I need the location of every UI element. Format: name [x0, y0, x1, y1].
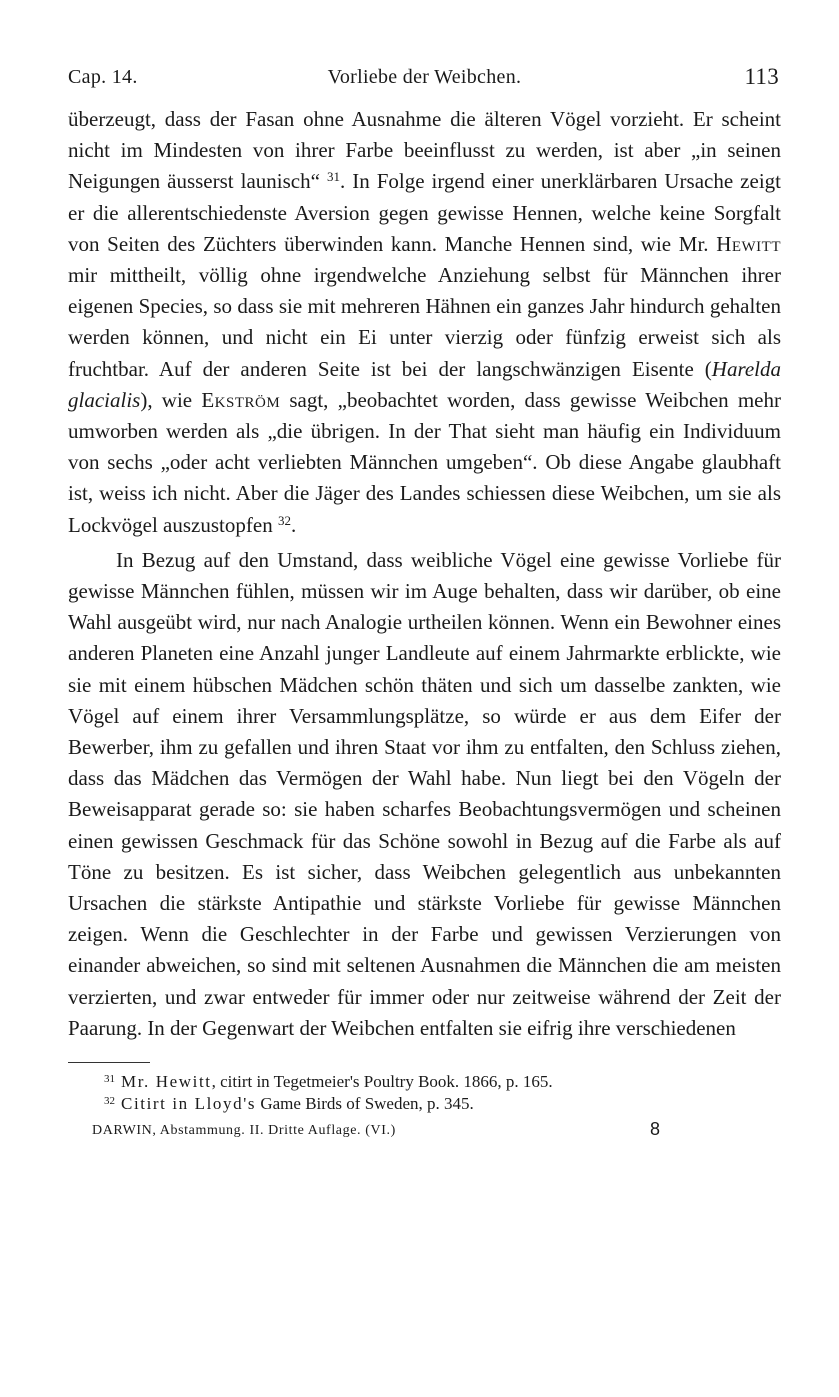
- footnote-ref: 32: [277, 512, 291, 528]
- footnote-text: Game Birds of Sweden, p. 345.: [256, 1094, 474, 1114]
- footnote-number: 32: [104, 1095, 115, 1108]
- small-caps-name: Hewitt: [716, 231, 781, 256]
- footnote-text: , citirt in Tegetmeier's Poultry Book. 1866, p. 165.: [211, 1072, 553, 1092]
- footnotes: [68, 1071, 781, 1115]
- text-run: . In Folge irgend einer unerklärbaren Ursache zeigt er die allerentschiedenste Aversion gegen gewisse Hennen, welche keine Sorgfalt von Seiten des Züchters überwinden kann. Manche Hennen sind, wie Mr.: [68, 169, 781, 256]
- footnote: [104, 1093, 781, 1115]
- paragraph: [68, 104, 781, 541]
- signature-text: DARWIN, Abstammung. II. Dritte Auflage. (VI.): [92, 1123, 396, 1139]
- chapter-label: Cap. 14.: [68, 66, 138, 88]
- printer-signature: [68, 1119, 781, 1143]
- text-run: ), wie: [140, 387, 202, 412]
- page-header: [68, 60, 781, 94]
- paragraph: [68, 545, 781, 1044]
- footnote-divider: [68, 1062, 150, 1063]
- italic-text: Harelda glacialis: [68, 356, 781, 412]
- footnote-author: Mr. Hewitt: [121, 1072, 212, 1092]
- text-run: sagt, „beobachtet worden, dass gewisse Weibchen mehr umworben werden als „die übrigen. In der That sieht man häufig ein Individuum von sechs „oder acht verliebten Männchen umgeben“. Ob diese Angabe glaubhaft ist, weiss ich nicht. Aber die Jäger des Landes schiessen diese Weibchen, um sie als Lockvögel auszustopfen: [68, 387, 781, 537]
- text-run: mir mittheilt, völlig ohne irgendwelche Anziehung selbst für Männchen ihrer eigenen Species, so dass sie mit mehreren Hähnen ein ganzes Jahr hindurch gehalten werden können, und nicht ein Ei unter vierzig oder fünfzig erweist sich als fruchtbar. Auf der anderen Seite ist bei der langschwänzigen Eisente (: [68, 263, 781, 381]
- footnote: [104, 1071, 781, 1093]
- body-text: [68, 104, 781, 1044]
- footnote-ref: 31: [326, 169, 340, 185]
- page-number: 113: [744, 64, 779, 89]
- text-run: In Bezug auf den Umstand, dass weibliche Vögel eine gewisse Vorliebe für gewisse Männchen fühlen, müssen wir im Auge behalten, dass wir darüber, ob eine Wahl ausgeübt wird, nur nach Analogie urtheilen können. Wenn ein Bewohner eines anderen Planeten eine Anzahl junger Landleute auf einem Jahrmarkte erblickte, wie sie mit einem hübschen Mädchen schön thäten und sich um dasselbe zankten, wie Vögel auf einem ihrer Versammlungsplätze, so würde er aus dem Eifer der Bewerber, ihm zu gefallen und ihren Staat vor ihm zu entfalten, den Schluss ziehen, dass das Mädchen das Vermögen der Wahl habe. Nun liegt bei den Vögeln der Beweisapparat gerade so: sie haben scharfes Beobachtungsvermögen und scheinen einen gewissen Geschmack für das Schöne sowohl in Bezug auf die Farbe als auf Töne zu besitzen. Es ist sicher, dass Weibchen gelegentlich aus unbekannten Ursachen die stärkste Antipathie und stärkste Vorliebe für gewisse Männchen zeigen. Wenn die Geschlechter in der Farbe und gewissen Verzierungen von einander abweichen, so sind mit seltenen Ausnahmen die Männchen die am meisten verzierten, und zwar entweder für immer oder nur zeitweise während der Zeit der Paarung. In der Gegenwart der Weibchen entfalten sie eifrig ihre verschiedenen: [68, 547, 781, 1040]
- text-run: .: [290, 512, 297, 537]
- text-run: überzeugt, dass der Fasan ohne Ausnahme die älteren Vögel vorzieht. Er scheint nicht im Mindesten von ihrer Farbe beeinflusst zu werden, ist aber „in seinen Neigungen äusserst launisch“: [68, 107, 781, 194]
- footnote-number: 31: [104, 1073, 115, 1086]
- running-title: Vorliebe der Weibchen.: [327, 66, 522, 88]
- small-caps-name: Ekström: [201, 387, 281, 412]
- sheet-number: 8: [650, 1119, 661, 1140]
- book-page: [68, 60, 781, 1143]
- footnote-author: Citirt in Lloyd's: [121, 1094, 257, 1114]
